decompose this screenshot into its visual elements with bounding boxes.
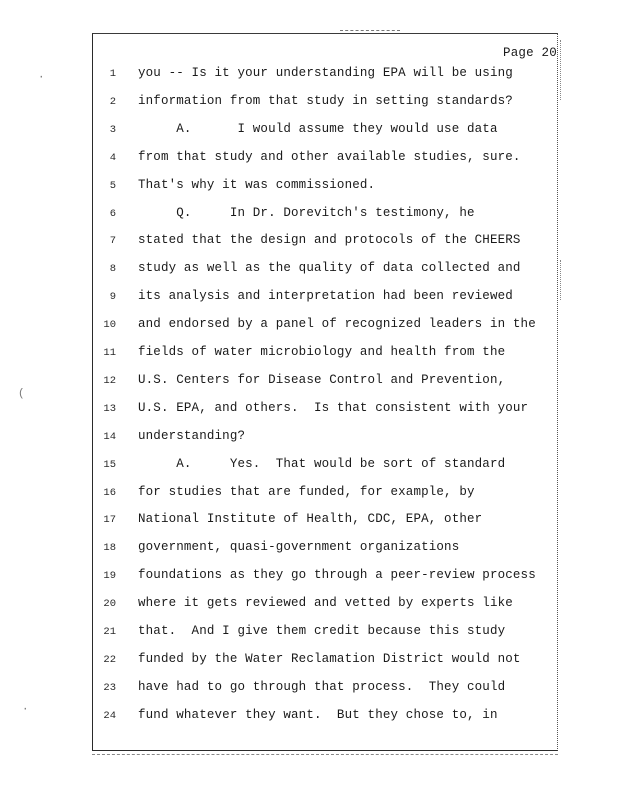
line-text: from that study and other available studies, sure.: [138, 149, 521, 164]
transcript-line: [0, 206, 618, 226]
line-number: 15: [103, 458, 116, 471]
transcript-line: [0, 261, 618, 281]
line-number: 20: [103, 598, 116, 611]
line-text: foundations as they go through a peer-review process: [138, 568, 536, 583]
line-text: A. I would assume they would use data: [138, 121, 498, 136]
line-text: fund whatever they want. But they chose to, in: [138, 707, 498, 722]
transcript-line: [0, 317, 618, 337]
scan-artifact-bottom: [92, 754, 558, 755]
line-text: funded by the Water Reclamation District would not: [138, 651, 521, 666]
page-number: Page 20: [503, 46, 557, 60]
transcript-line: [0, 345, 618, 365]
line-text: U.S. EPA, and others. Is that consistent with your: [138, 400, 529, 415]
line-text: have had to go through that process. They could: [138, 679, 506, 694]
margin-mark: ·: [22, 704, 29, 716]
line-number: 16: [103, 486, 116, 499]
transcript-line: [0, 94, 618, 114]
line-text: A. Yes. That would be sort of standard: [138, 456, 506, 471]
line-number: 5: [109, 179, 116, 192]
scan-artifact-top: [340, 30, 400, 31]
line-number: 3: [109, 123, 116, 136]
transcript-line: [0, 680, 618, 700]
margin-mark: ·: [38, 72, 45, 84]
line-number: 24: [103, 709, 116, 722]
transcript-line: [0, 540, 618, 560]
line-number: 12: [103, 374, 116, 387]
transcript-line: [0, 708, 618, 728]
line-number: 10: [103, 319, 116, 332]
line-number: 14: [103, 430, 116, 443]
transcript-line: [0, 289, 618, 309]
line-text: that. And I give them credit because this study: [138, 624, 506, 638]
line-text: understanding?: [138, 428, 246, 443]
margin-mark: (: [18, 388, 25, 400]
transcript-line: [0, 457, 618, 477]
transcript-line: [0, 429, 618, 449]
line-text: information from that study in setting standards?: [138, 93, 513, 108]
transcript-line: [0, 401, 618, 421]
line-text: That's why it was commissioned.: [138, 177, 376, 192]
line-text: you -- Is it your understanding EPA will be using: [138, 66, 513, 80]
transcript-line: [0, 122, 618, 142]
transcript-line: [0, 66, 618, 86]
line-number: 2: [109, 95, 116, 108]
line-number: 19: [103, 570, 116, 583]
line-number: 8: [109, 263, 116, 276]
transcript-line: [0, 233, 618, 253]
transcript-line: [0, 596, 618, 616]
transcript-line: [0, 373, 618, 393]
line-text: where it gets reviewed and vetted by experts like: [138, 596, 513, 611]
line-text: U.S. Centers for Disease Control and Prevention,: [138, 372, 506, 387]
line-text: study as well as the quality of data collected and: [138, 261, 521, 276]
transcript-line: [0, 652, 618, 672]
line-number: 4: [109, 151, 116, 164]
line-text: for studies that are funded, for example, by: [138, 484, 475, 499]
line-number: 17: [103, 514, 116, 527]
transcript-line: [0, 150, 618, 170]
transcript-line: [0, 178, 618, 198]
transcript-line: [0, 624, 618, 644]
line-number: 13: [103, 402, 116, 415]
line-number: 1: [109, 68, 116, 80]
line-text: government, quasi-government organizations: [138, 540, 460, 555]
line-number: 22: [103, 653, 116, 666]
line-number: 23: [103, 681, 116, 694]
line-number: 18: [103, 542, 116, 555]
line-text: fields of water microbiology and health from the: [138, 345, 506, 359]
line-number: 21: [103, 626, 116, 638]
line-number: 7: [109, 235, 116, 248]
transcript-line: [0, 485, 618, 505]
line-text: and endorsed by a panel of recognized leaders in the: [138, 317, 536, 332]
line-number: 6: [109, 207, 116, 220]
line-text: Q. In Dr. Dorevitch's testimony, he: [138, 205, 475, 220]
transcript-line: [0, 512, 618, 532]
line-text: National Institute of Health, CDC, EPA, other: [138, 512, 483, 527]
line-text: stated that the design and protocols of the CHEERS: [138, 233, 521, 248]
line-number: 9: [109, 291, 116, 304]
transcript-line: [0, 568, 618, 588]
line-number: 11: [103, 347, 116, 359]
line-text: its analysis and interpretation had been reviewed: [138, 289, 513, 304]
